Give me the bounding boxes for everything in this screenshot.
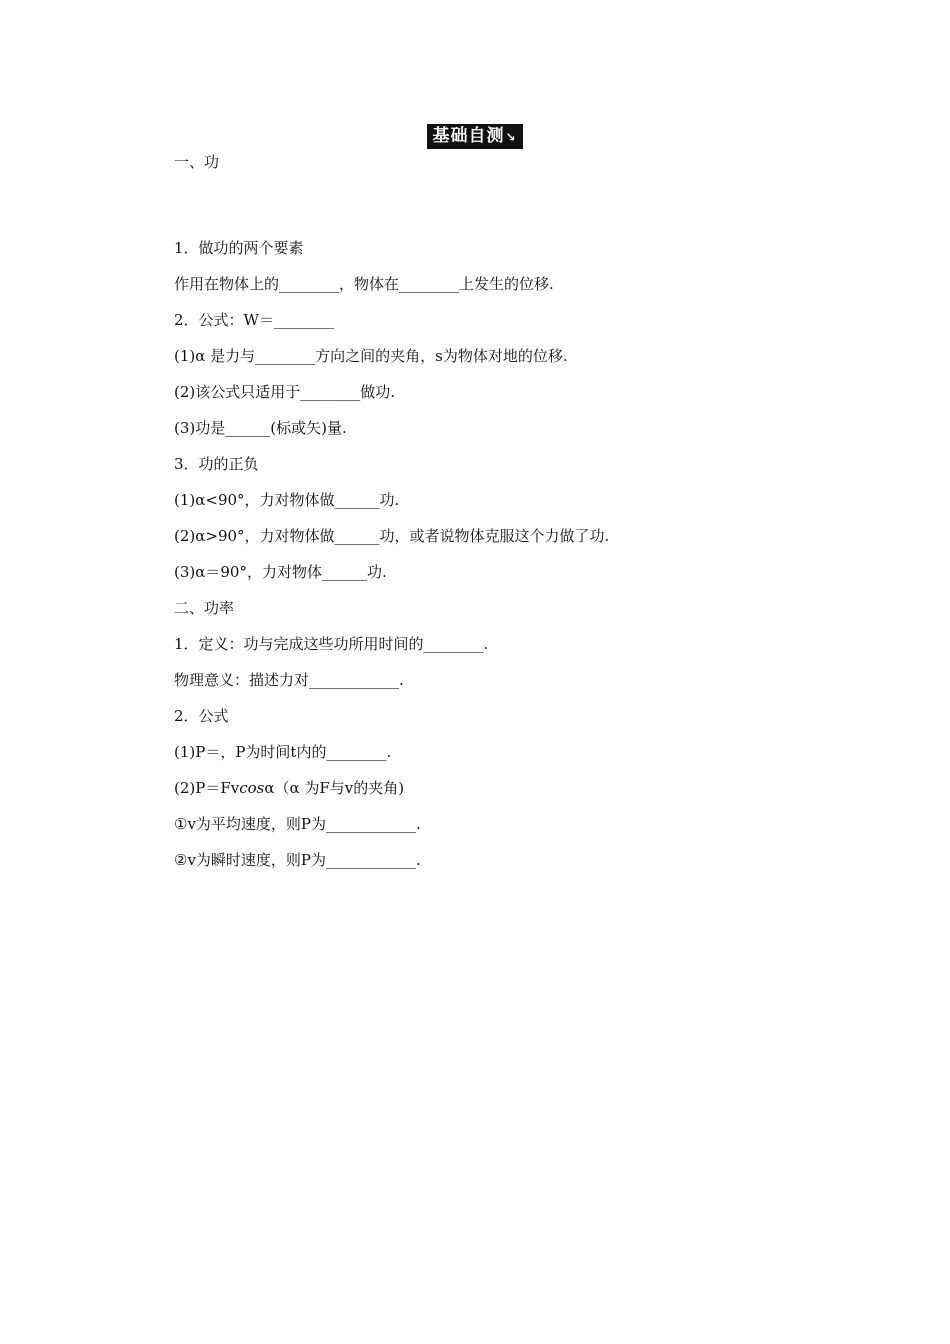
text-line: (1)α<90°，力对物体做______功. — [174, 491, 400, 509]
formula-cos: cos — [239, 779, 265, 797]
text-line: ②v为瞬时速度，则P为____________. — [174, 851, 421, 869]
text-line: (3)功是______(标或矢)量. — [174, 419, 347, 437]
text-line: 2．公式 — [174, 707, 229, 725]
text-line: (3)α＝90°，力对物体______功. — [174, 563, 387, 581]
text-line: 1．做功的两个要素 — [174, 239, 304, 257]
text-line: (1)P＝，P为时间t内的________. — [174, 743, 392, 761]
text-line: 2．公式：W＝________ — [174, 311, 334, 329]
text-line: (2)该公式只适用于________做功. — [174, 383, 396, 401]
title-area — [0, 124, 950, 149]
section1-heading: 一、功 — [174, 153, 220, 171]
text-line: 1．定义：功与完成这些功所用时间的________. — [174, 635, 489, 653]
section-title-badge — [427, 124, 522, 149]
arrow-icon: ↘ — [505, 130, 517, 144]
formula-prefix: (2)P＝Fv — [174, 779, 240, 797]
text-line: (1)α 是力与________方向之间的夹角，s为物体对地的位移. — [174, 347, 568, 365]
text-line: 物理意义：描述力对____________. — [174, 671, 404, 689]
section-title: 基础自测 — [432, 126, 505, 146]
text-line: (2)α>90°，力对物体做______功，或者说物体克服这个力做了功. — [174, 527, 610, 545]
text-line: 作用在物体上的________，物体在________上发生的位移. — [174, 275, 554, 293]
formula-suffix: α（α 为F与v的夹角) — [264, 779, 405, 797]
text-line: ①v为平均速度，则P为____________. — [174, 815, 421, 833]
text-line: 3．功的正负 — [174, 455, 259, 473]
formula-line — [174, 778, 404, 798]
section2-heading: 二、功率 — [174, 599, 235, 617]
